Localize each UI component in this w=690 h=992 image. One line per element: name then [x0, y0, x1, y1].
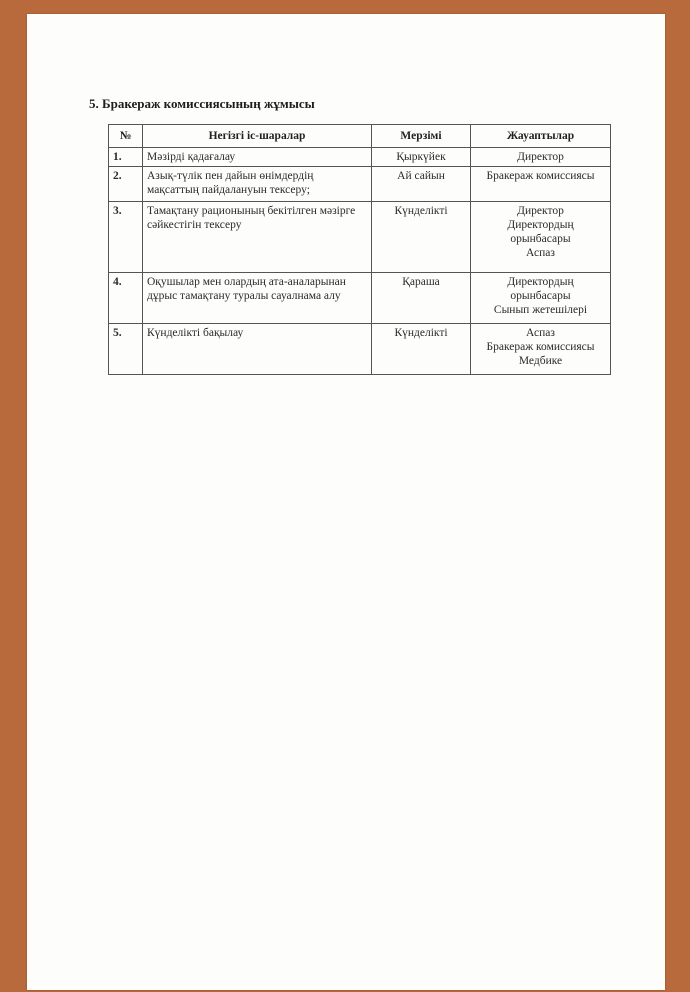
responsible-cell	[471, 324, 611, 375]
column-header-number: №	[109, 125, 143, 148]
row-number: 4.	[109, 273, 143, 324]
responsible-cell	[471, 202, 611, 273]
responsible-person: Бракераж комиссиясы	[486, 341, 595, 353]
activity-cell: Мәзірді қадағалау	[143, 148, 372, 167]
period-cell: Күнделікті	[372, 202, 471, 273]
column-header-responsible: Жауаптылар	[471, 125, 611, 148]
responsible-cell	[471, 273, 611, 324]
row-number: 3.	[109, 202, 143, 273]
activity-cell: Азық-түлік пен дайын өнімдердің мақсаттың пайдалануын тексеру;	[143, 167, 372, 202]
responsible-person: Директордың	[507, 219, 574, 231]
column-header-period: Мерзімі	[372, 125, 471, 148]
table-header-row	[109, 125, 611, 148]
responsible-person: Аспаз	[526, 247, 555, 259]
row-number: 1.	[109, 148, 143, 167]
responsible-person: Аспаз	[526, 327, 555, 339]
period-cell: Ай сайын	[372, 167, 471, 202]
responsible-cell	[471, 148, 611, 167]
responsible-person: Директор	[517, 151, 564, 163]
commission-plan-table	[108, 124, 611, 375]
responsible-person: орынбасары	[510, 290, 571, 302]
section-title: 5. Бракераж комиссиясының жұмысы	[89, 96, 315, 111]
table-row	[109, 324, 611, 375]
table-row	[109, 202, 611, 273]
document-page	[27, 14, 665, 990]
responsible-person: Директор	[517, 205, 564, 217]
period-cell: Қыркүйек	[372, 148, 471, 167]
activity-cell: Тамақтану рационының бекітілген мәзірге сәйкестігін тексеру	[143, 202, 372, 273]
activity-cell: Оқушылар мен олардың ата-аналарынан дұрыс тамақтану туралы сауалнама алу	[143, 273, 372, 324]
responsible-person: орынбасары	[510, 233, 571, 245]
responsible-person: Директордың	[507, 276, 574, 288]
column-header-activities: Негізгі іс-шаралар	[143, 125, 372, 148]
table-row	[109, 273, 611, 324]
table-row	[109, 148, 611, 167]
period-cell: Күнделікті	[372, 324, 471, 375]
activity-cell: Күнделікті бақылау	[143, 324, 372, 375]
responsible-cell	[471, 167, 611, 202]
responsible-person: Бракераж комиссиясы	[486, 170, 595, 182]
responsible-person: Сынып жетешілері	[493, 304, 588, 316]
table-row	[109, 167, 611, 202]
responsible-person: Медбике	[518, 355, 563, 367]
period-cell: Қараша	[372, 273, 471, 324]
row-number: 2.	[109, 167, 143, 202]
row-number: 5.	[109, 324, 143, 375]
